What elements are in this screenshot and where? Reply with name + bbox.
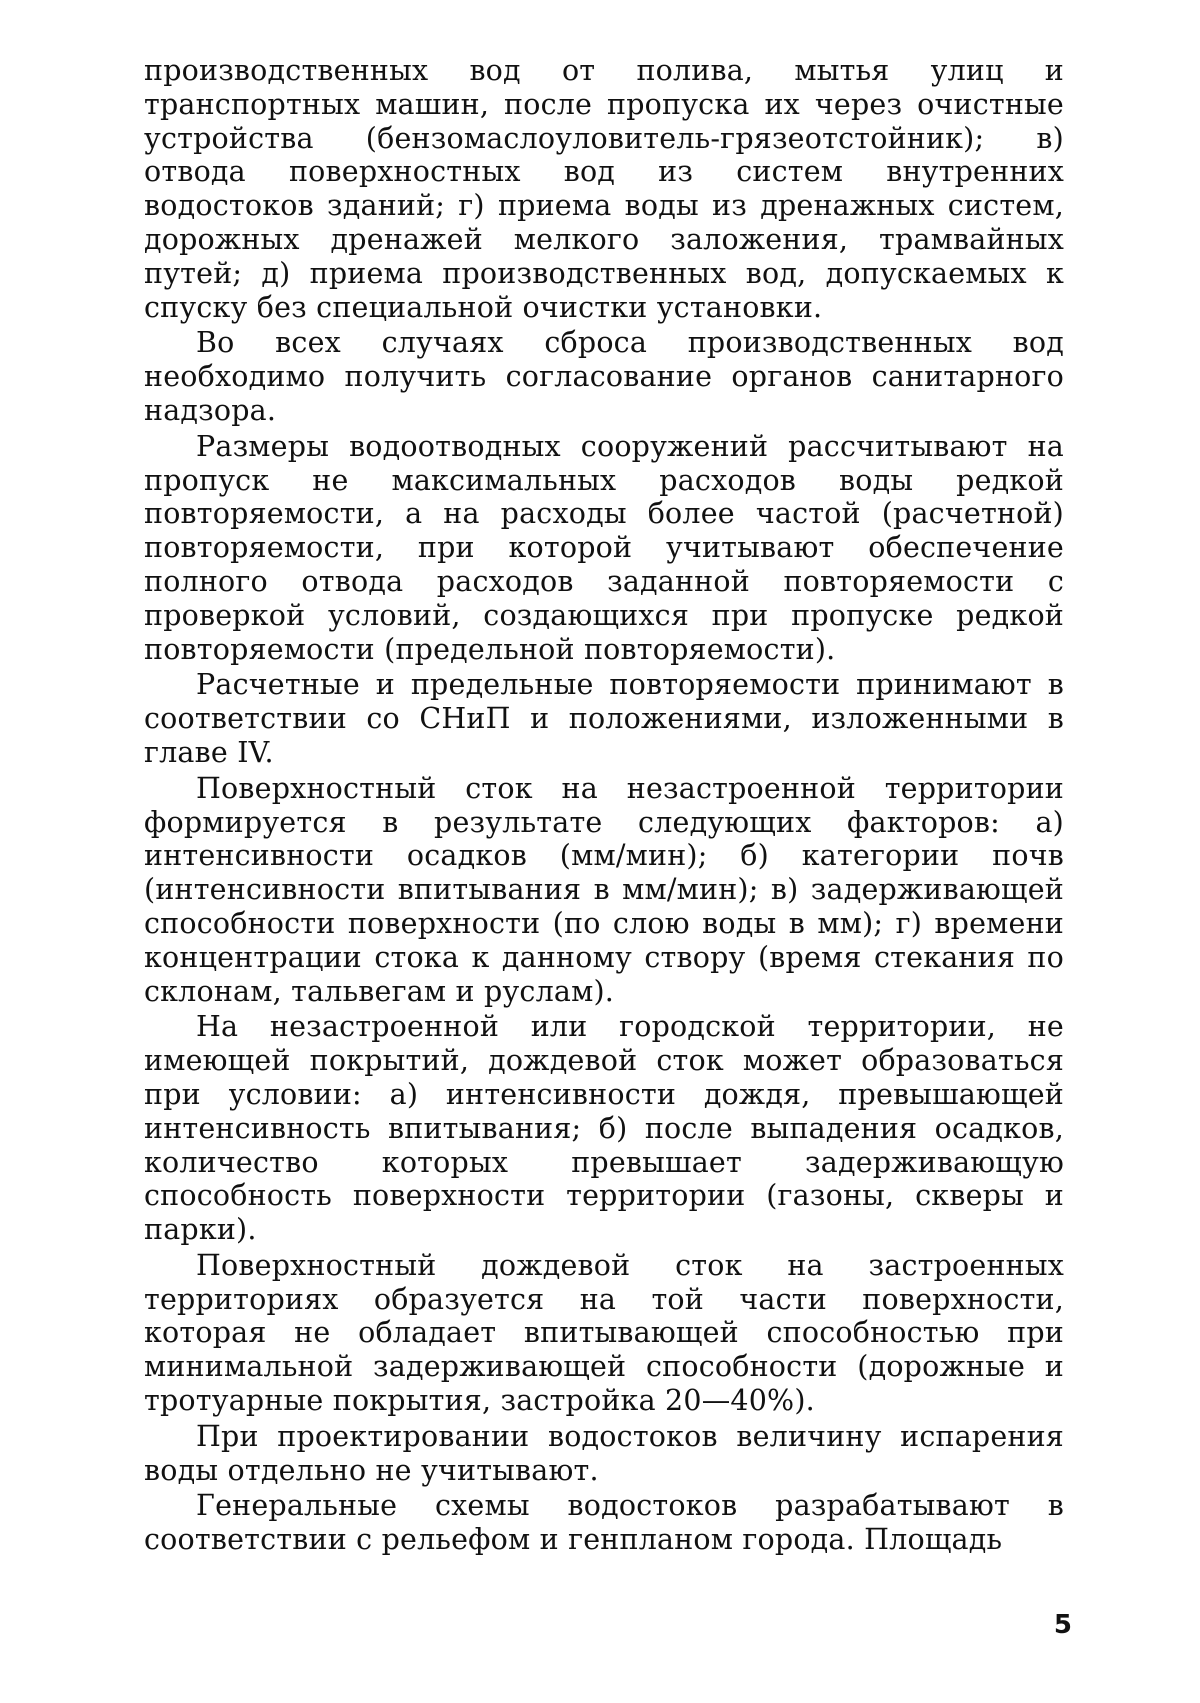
- paragraph-4: Расчетные и предельные повторяемости принимают в соответствии со СНиП и положениями, изложенными в главе IV.: [144, 668, 1064, 769]
- body-text: [144, 54, 1064, 1559]
- page-number: 5: [1053, 1610, 1072, 1640]
- paragraph-2: Во всех случаях сброса производственных вод необходимо получить согласование органов санитарного надзора.: [144, 326, 1064, 427]
- paragraph-8: При проектировании водостоков величину испарения воды отдельно не учитывают.: [144, 1419, 1064, 1487]
- paragraph-6: На незастроенной или городской территории, не имеющей покрытий, дождевой сток может образоваться при условии: а) интенсивности дождя, превышающей интенсивность впитывания; б) после выпадения осадков, количество которых превышает задерживающую способность поверхности территории (газоны, скверы и парки).: [144, 1010, 1064, 1247]
- paragraph-5: Поверхностный сток на незастроенной территории формируется в результате следующих факторов: а) интенсивности осадков (мм/мин); б) категории почв (интенсивности впитывания в мм/мин); в) задерживающей способности поверхности (по слою воды в мм); г) времени концентрации стока к данному створу (время стекания по склонам, тальвегам и руслам).: [144, 771, 1064, 1008]
- paragraph-1: производственных вод от полива, мытья улиц и транспортных машин, после пропуска их через очистные устройства (бензомаслоуловитель-грязеотстойник); в) отвода поверхностных вод из систем внутренних водостоков зданий; г) приема воды из дренажных систем, дорожных дренажей мелкого заложения, трамвайных путей; д) приема производственных вод, допускаемых к спуску без специальной очистки установки.: [144, 54, 1064, 324]
- paragraph-7: Поверхностный дождевой сток на застроенных территориях образуется на той части поверхности, которая не обладает впитывающей способностью при минимальной задерживающей способности (дорожные и тротуарные покрытия, застройка 20—40%).: [144, 1248, 1064, 1418]
- paragraph-9: Генеральные схемы водостоков разрабатывают в соответствии с рельефом и генпланом города. Площадь: [144, 1489, 1064, 1557]
- paragraph-3: Размеры водоотводных сооружений рассчитывают на пропуск не максимальных расходов воды редкой повторяемости, а на расходы более частой (расчетной) повторяемости, при которой учитывают обеспечение полного отвода расходов заданной повторяемости с проверкой условий, создающихся при пропуске редкой повторяемости (предельной повторяемости).: [144, 429, 1064, 666]
